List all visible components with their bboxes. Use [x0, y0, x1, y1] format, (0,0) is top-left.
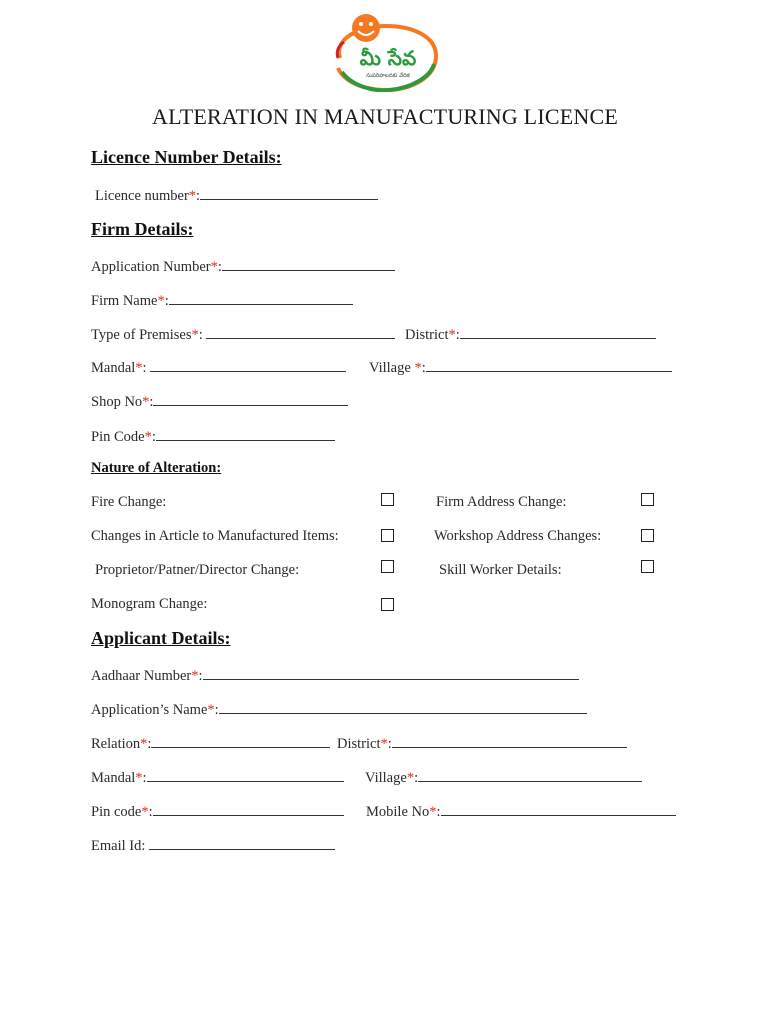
fire-change-checkbox[interactable]	[381, 493, 394, 506]
applications-name-input-line[interactable]	[219, 700, 587, 714]
relation-label: Relation	[91, 736, 141, 752]
monogram-change-checkbox[interactable]	[381, 598, 394, 611]
colon: :	[421, 360, 426, 376]
required-mark: *	[140, 736, 148, 752]
required-mark: *	[210, 259, 218, 275]
firm-district-input-line[interactable]	[460, 325, 656, 339]
firm-pin-code-field[interactable]	[91, 427, 335, 446]
shop-no-field[interactable]	[91, 392, 348, 411]
logo-telugu-name: మీ సేవ	[359, 46, 417, 70]
colon: :	[164, 293, 169, 309]
applicant-mandal-field[interactable]	[91, 768, 344, 787]
required-mark: *	[191, 327, 199, 343]
applicant-district-field[interactable]	[337, 734, 627, 753]
relation-input-line[interactable]	[151, 734, 330, 748]
required-mark: *	[135, 770, 143, 786]
firm-address-change-checkbox[interactable]	[641, 493, 654, 506]
applicant-village-field[interactable]	[365, 768, 642, 787]
application-number-label: Application Number	[91, 259, 211, 275]
changes-in-article-checkbox[interactable]	[381, 529, 394, 542]
mobile-no-field[interactable]	[366, 802, 676, 821]
firm-village-label: Village	[369, 360, 415, 376]
skill-worker-details-label: Skill Worker Details:	[439, 562, 562, 578]
application-number-input-line[interactable]	[222, 257, 395, 271]
email-id-label: Email Id:	[91, 838, 149, 854]
firm-mandal-label: Mandal	[91, 360, 136, 376]
required-mark: *	[414, 360, 422, 376]
applicant-mandal-input-line[interactable]	[147, 768, 344, 782]
firm-district-label: District	[405, 327, 449, 343]
applicant-mandal-label: Mandal	[91, 770, 136, 786]
changes-in-article-label: Changes in Article to Manufactured Items:	[91, 528, 339, 544]
type-of-premises-field[interactable]	[91, 325, 395, 344]
logo-tagline: సుపరిపాలనకు వేదిక	[366, 73, 410, 79]
skill-worker-details-checkbox[interactable]	[641, 560, 654, 573]
applicant-pin-code-input-line[interactable]	[153, 802, 344, 816]
colon: :	[436, 804, 441, 820]
required-mark: *	[135, 360, 143, 376]
required-mark: *	[144, 429, 152, 445]
licence-number-input-line[interactable]	[200, 186, 378, 200]
shop-no-label: Shop No	[91, 394, 143, 410]
workshop-address-changes-label: Workshop Address Changes:	[434, 528, 602, 544]
firm-name-field[interactable]	[91, 291, 353, 310]
colon: :	[198, 327, 203, 343]
application-number-field[interactable]	[91, 257, 395, 276]
colon: :	[142, 360, 147, 376]
applicant-district-label: District	[337, 736, 381, 752]
colon: :	[455, 327, 460, 343]
proprietor-change-checkbox[interactable]	[381, 560, 394, 573]
required-mark: *	[188, 188, 197, 204]
alteration-heading: Nature of Alteration:	[91, 460, 222, 476]
required-mark: *	[429, 804, 437, 820]
required-mark: *	[141, 804, 149, 820]
applicant-section-heading: Applicant Details:	[91, 628, 231, 648]
colon: :	[217, 259, 222, 275]
licence-number-field[interactable]	[95, 186, 378, 205]
firm-name-input-line[interactable]	[169, 291, 353, 305]
page-title: ALTERATION IN MANUFACTURING LICENCE	[152, 104, 618, 129]
applicant-district-input-line[interactable]	[392, 734, 627, 748]
workshop-address-changes-checkbox[interactable]	[641, 529, 654, 542]
applicant-village-label: Village	[365, 770, 407, 786]
type-of-premises-label: Type of Premises	[91, 327, 192, 343]
firm-village-input-line[interactable]	[426, 358, 672, 372]
firm-address-change-label: Firm Address Change:	[436, 494, 567, 510]
firm-section-heading: Firm Details:	[91, 219, 194, 239]
aadhaar-number-field[interactable]	[91, 666, 579, 685]
required-mark: *	[448, 327, 456, 343]
monogram-change-label: Monogram Change:	[91, 596, 208, 612]
colon: :	[149, 394, 154, 410]
applicant-village-input-line[interactable]	[418, 768, 642, 782]
licence-number-label: Licence number	[95, 188, 189, 204]
mobile-no-label: Mobile No	[366, 804, 430, 820]
colon: :	[196, 188, 201, 204]
colon: :	[387, 736, 392, 752]
required-mark: *	[406, 770, 415, 786]
colon: :	[198, 668, 203, 684]
required-mark: *	[191, 668, 199, 684]
mobile-no-input-line[interactable]	[441, 802, 676, 816]
required-mark: *	[207, 702, 215, 718]
email-id-input-line[interactable]	[149, 836, 335, 850]
firm-mandal-field[interactable]	[91, 358, 346, 377]
firm-pin-code-label: Pin Code	[91, 429, 145, 445]
colon: :	[414, 770, 419, 786]
required-mark: *	[142, 394, 150, 410]
applications-name-field[interactable]	[91, 700, 587, 719]
colon: :	[148, 804, 153, 820]
fire-change-label: Fire Change:	[91, 494, 167, 510]
colon: :	[151, 429, 156, 445]
firm-district-field[interactable]	[405, 325, 656, 344]
applicant-pin-code-field[interactable]	[91, 802, 344, 821]
proprietor-change-label: Proprietor/Patner/Director Change:	[95, 562, 300, 578]
firm-name-label: Firm Name	[91, 293, 158, 309]
colon: :	[142, 770, 147, 786]
applications-name-label: Application’s Name	[91, 702, 208, 718]
meeseva-logo	[330, 12, 442, 92]
aadhaar-number-label: Aadhaar Number	[91, 668, 192, 684]
relation-field[interactable]	[91, 734, 330, 753]
colon: :	[147, 736, 152, 752]
aadhaar-number-input-line[interactable]	[203, 666, 579, 680]
firm-pin-code-input-line[interactable]	[156, 427, 335, 441]
licence-section-heading: Licence Number Details:	[91, 147, 282, 167]
email-id-field[interactable]	[91, 836, 335, 855]
applicant-pin-code-label: Pin code	[91, 804, 142, 820]
required-mark: *	[157, 293, 165, 309]
type-of-premises-input-line[interactable]	[206, 325, 395, 339]
required-mark: *	[380, 736, 388, 752]
firm-mandal-input-line[interactable]	[150, 358, 346, 372]
firm-village-field[interactable]	[369, 358, 672, 377]
shop-no-input-line[interactable]	[153, 392, 348, 406]
colon: :	[214, 702, 219, 718]
